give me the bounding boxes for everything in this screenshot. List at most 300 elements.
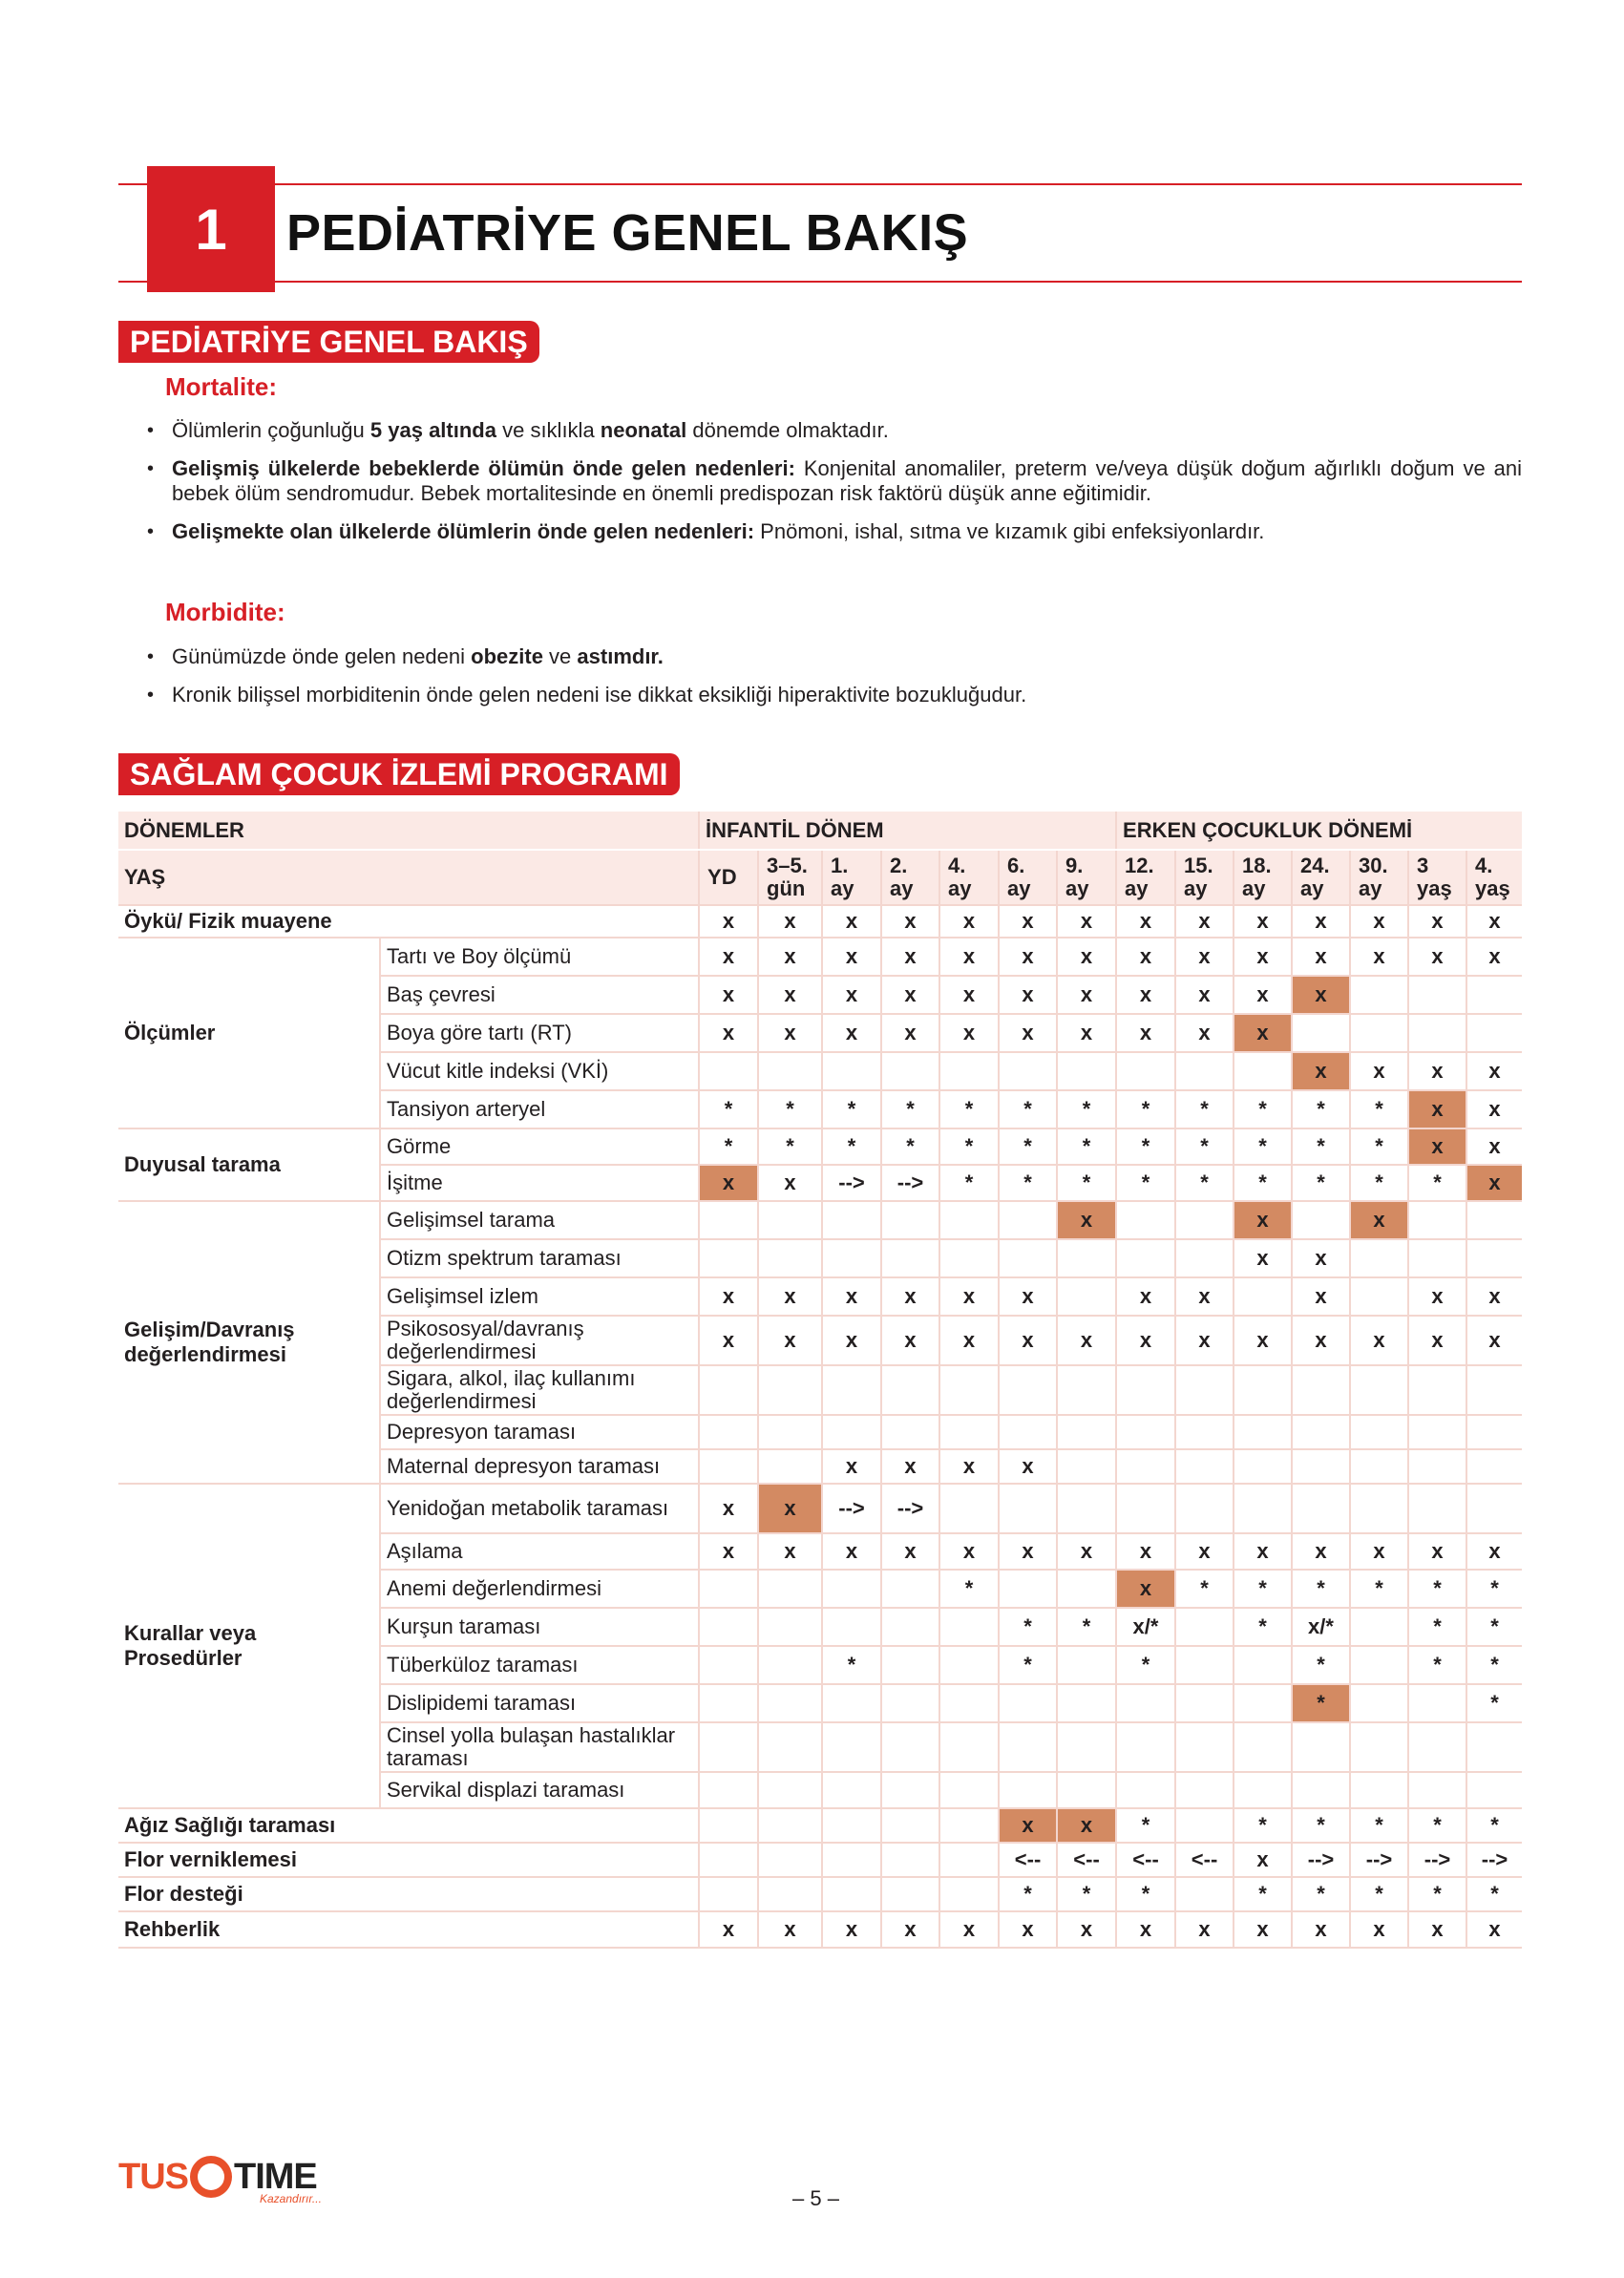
schedule-cell	[1057, 1646, 1116, 1684]
schedule-cell: x	[699, 976, 758, 1014]
list-item: • Ölümlerin çoğunluğu 5 yaş altında ve sıklıkla neonatal dönemde olmaktadır.	[147, 418, 1522, 443]
schedule-cell	[1175, 1052, 1234, 1090]
schedule-cell	[758, 1722, 822, 1772]
schedule-cell	[939, 1684, 999, 1722]
schedule-cell: x	[1234, 1533, 1292, 1570]
schedule-cell	[758, 1684, 822, 1722]
schedule-cell	[822, 1808, 881, 1843]
schedule-cell	[1292, 1201, 1350, 1239]
schedule-cell: x	[699, 1014, 758, 1052]
schedule-cell	[939, 1772, 999, 1808]
morbidity-heading: Morbidite:	[165, 598, 285, 626]
schedule-cell: x	[1408, 1128, 1466, 1165]
age-header-cell	[699, 850, 758, 905]
schedule-cell: *	[1234, 1877, 1292, 1911]
age-line-1: YD	[707, 865, 737, 889]
schedule-cell: *	[1466, 1877, 1522, 1911]
mortality-list	[147, 418, 1522, 558]
schedule-cell	[1350, 1608, 1408, 1646]
schedule-cell	[1292, 1772, 1350, 1808]
schedule-cell: *	[758, 1128, 822, 1165]
schedule-cell	[881, 1239, 939, 1277]
schedule-cell: x	[999, 1911, 1057, 1948]
schedule-cell: x	[1292, 1316, 1350, 1365]
schedule-cell	[1292, 1449, 1350, 1484]
schedule-cell	[1234, 1052, 1292, 1090]
age-line-1: 4.	[948, 854, 966, 877]
schedule-cell: x	[1175, 1277, 1234, 1316]
schedule-cell	[1057, 1684, 1116, 1722]
schedule-cell	[1350, 1646, 1408, 1684]
schedule-cell: x	[999, 1533, 1057, 1570]
schedule-cell	[1408, 1484, 1466, 1533]
schedule-cell	[1408, 1365, 1466, 1415]
schedule-cell	[1292, 1415, 1350, 1449]
schedule-cell	[1292, 1014, 1350, 1052]
schedule-cell: x	[1116, 1316, 1175, 1365]
schedule-cell: x	[1350, 905, 1408, 938]
schedule-cell: x	[1350, 1911, 1408, 1948]
schedule-cell: x	[1057, 976, 1116, 1014]
schedule-cell: x	[1466, 1277, 1522, 1316]
schedule-cell	[1116, 1684, 1175, 1722]
schedule-cell: x	[1116, 938, 1175, 976]
schedule-cell: x	[699, 1277, 758, 1316]
schedule-cell: x	[1466, 938, 1522, 976]
age-header-cell	[1175, 850, 1234, 905]
schedule-cell: *	[1057, 1608, 1116, 1646]
schedule-cell: <--	[1057, 1843, 1116, 1877]
schedule-cell	[1350, 1772, 1408, 1808]
schedule-cell	[1408, 1722, 1466, 1772]
row-sub-label: Gelişimsel tarama	[380, 1201, 699, 1239]
clock-icon	[190, 2156, 232, 2198]
schedule-cell	[999, 1772, 1057, 1808]
schedule-cell: *	[1350, 1877, 1408, 1911]
mortality-heading: Mortalite:	[165, 372, 277, 401]
schedule-cell: *	[999, 1165, 1057, 1201]
row-sub-label: Dislipidemi taraması	[380, 1684, 699, 1722]
schedule-cell: -->	[1408, 1843, 1466, 1877]
schedule-cell	[1466, 1722, 1522, 1772]
schedule-cell: *	[939, 1570, 999, 1608]
schedule-cell	[881, 1415, 939, 1449]
schedule-cell	[999, 1570, 1057, 1608]
schedule-cell: x	[758, 905, 822, 938]
schedule-cell: x	[1466, 1128, 1522, 1165]
age-line-1: 3–5.	[767, 854, 808, 877]
header-periods: DÖNEMLER	[118, 812, 699, 850]
age-line-1: 3	[1417, 854, 1429, 877]
schedule-cell: <--	[1175, 1843, 1234, 1877]
schedule-cell	[1408, 1014, 1466, 1052]
schedule-cell: *	[1466, 1684, 1522, 1722]
schedule-cell: x	[1292, 1052, 1350, 1090]
schedule-cell	[1466, 1772, 1522, 1808]
schedule-cell	[822, 1877, 881, 1911]
schedule-cell: x	[1175, 976, 1234, 1014]
schedule-cell	[699, 1415, 758, 1449]
schedule-cell	[1116, 1449, 1175, 1484]
schedule-cell	[881, 1365, 939, 1415]
schedule-cell	[699, 1843, 758, 1877]
schedule-cell	[1116, 1239, 1175, 1277]
schedule-cell: x	[822, 1911, 881, 1948]
schedule-cell	[1234, 1722, 1292, 1772]
schedule-cell	[758, 1608, 822, 1646]
schedule-cell: *	[881, 1128, 939, 1165]
schedule-cell: x	[1057, 1533, 1116, 1570]
schedule-cell	[939, 1877, 999, 1911]
schedule-cell	[881, 1722, 939, 1772]
schedule-cell	[939, 1646, 999, 1684]
schedule-cell: *	[999, 1128, 1057, 1165]
row-sub-label: Maternal depresyon taraması	[380, 1449, 699, 1484]
schedule-cell: *	[1350, 1165, 1408, 1201]
schedule-cell	[1116, 1201, 1175, 1239]
schedule-cell: *	[758, 1090, 822, 1128]
age-header-cell	[1057, 850, 1116, 905]
schedule-cell: x	[699, 1316, 758, 1365]
row-sub-label: Gelişimsel izlem	[380, 1277, 699, 1316]
schedule-cell: x	[1350, 1052, 1408, 1090]
schedule-cell: x	[1057, 1911, 1116, 1948]
schedule-cell: x	[758, 1911, 822, 1948]
list-item: • Günümüzde önde gelen nedeni obezite ve astımdır.	[147, 644, 1522, 669]
row-sub-label: Vücut kitle indeksi (VKİ)	[380, 1052, 699, 1090]
schedule-cell: *	[881, 1090, 939, 1128]
schedule-cell: *	[699, 1090, 758, 1128]
schedule-cell: *	[1116, 1877, 1175, 1911]
schedule-cell	[1350, 1277, 1408, 1316]
logo-tagline: Kazandırır...	[260, 2192, 322, 2205]
row-sub-label: Görme	[380, 1128, 699, 1165]
schedule-cell: *	[1350, 1128, 1408, 1165]
schedule-cell	[1057, 1772, 1116, 1808]
schedule-cell: *	[1234, 1608, 1292, 1646]
schedule-cell	[999, 1722, 1057, 1772]
schedule-cell: *	[1292, 1684, 1350, 1722]
schedule-cell	[1350, 1449, 1408, 1484]
schedule-cell: x	[1292, 1239, 1350, 1277]
schedule-cell	[822, 1843, 881, 1877]
schedule-cell	[699, 1449, 758, 1484]
schedule-cell: x	[1408, 1533, 1466, 1570]
schedule-cell	[939, 1808, 999, 1843]
age-header-cell	[999, 850, 1057, 905]
schedule-cell: x	[699, 1165, 758, 1201]
schedule-cell: <--	[999, 1843, 1057, 1877]
schedule-cell	[1057, 1449, 1116, 1484]
row-sub-label: Servikal displazi taraması	[380, 1772, 699, 1808]
table-row	[118, 1911, 1522, 1948]
section-title-program: SAĞLAM ÇOCUK İZLEMİ PROGRAMI	[118, 753, 680, 795]
schedule-cell: x	[822, 938, 881, 976]
schedule-cell	[939, 1239, 999, 1277]
schedule-cell: x	[881, 905, 939, 938]
schedule-cell: <--	[1116, 1843, 1175, 1877]
schedule-cell: *	[1466, 1608, 1522, 1646]
tustime-logo	[118, 2148, 322, 2205]
schedule-cell	[758, 1239, 822, 1277]
schedule-cell: x	[758, 938, 822, 976]
schedule-cell: x	[822, 1533, 881, 1570]
schedule-cell: x	[1116, 1533, 1175, 1570]
schedule-cell: *	[1408, 1165, 1466, 1201]
schedule-cell: x	[1234, 905, 1292, 938]
schedule-cell: *	[1116, 1165, 1175, 1201]
table-row	[118, 938, 1522, 976]
schedule-cell	[1116, 1415, 1175, 1449]
age-line-2: ay	[1065, 876, 1089, 900]
row-sub-label: Tartı ve Boy ölçümü	[380, 938, 699, 976]
schedule-cell: *	[1057, 1128, 1116, 1165]
schedule-cell	[1350, 1484, 1408, 1533]
schedule-cell: *	[1234, 1165, 1292, 1201]
schedule-cell: *	[1292, 1877, 1350, 1911]
age-line-1: 15.	[1184, 854, 1213, 877]
schedule-cell	[758, 1449, 822, 1484]
schedule-cell	[1292, 1722, 1350, 1772]
schedule-cell: x	[758, 976, 822, 1014]
schedule-cell: *	[1234, 1128, 1292, 1165]
schedule-cell	[1350, 1415, 1408, 1449]
schedule-cell: x	[881, 938, 939, 976]
schedule-cell: *	[1175, 1570, 1234, 1608]
schedule-cell: x	[1408, 938, 1466, 976]
schedule-cell: x	[758, 1533, 822, 1570]
schedule-cell: x	[758, 1014, 822, 1052]
table-row	[118, 1877, 1522, 1911]
schedule-cell: *	[1292, 1646, 1350, 1684]
row-group-label: Rehberlik	[118, 1911, 699, 1948]
schedule-cell	[1350, 1684, 1408, 1722]
schedule-cell: *	[1175, 1165, 1234, 1201]
schedule-cell	[699, 1570, 758, 1608]
schedule-cell	[881, 1608, 939, 1646]
schedule-cell	[1116, 1484, 1175, 1533]
age-line-2: ay	[1184, 876, 1208, 900]
schedule-cell: *	[1292, 1165, 1350, 1201]
schedule-cell: x	[939, 1911, 999, 1948]
row-group-label: Duyusal tarama	[118, 1128, 380, 1201]
schedule-cell	[1350, 1239, 1408, 1277]
logo-text-tus: TUS	[118, 2156, 188, 2197]
schedule-cell	[1408, 1201, 1466, 1239]
schedule-cell	[1175, 1684, 1234, 1722]
schedule-cell	[881, 1684, 939, 1722]
schedule-cell: *	[1057, 1090, 1116, 1128]
schedule-cell: x	[1292, 976, 1350, 1014]
row-sub-label: Yenidoğan metabolik taraması	[380, 1484, 699, 1533]
schedule-cell: *	[1175, 1090, 1234, 1128]
schedule-cell: x	[1057, 938, 1116, 976]
row-sub-label: Sigara, alkol, ilaç kullanımı değerlendirmesi	[380, 1365, 699, 1415]
schedule-cell	[1466, 1449, 1522, 1484]
schedule-cell: x	[1234, 1911, 1292, 1948]
schedule-cell	[758, 1843, 822, 1877]
schedule-cell: x	[1057, 1808, 1116, 1843]
age-line-1: 2.	[890, 854, 908, 877]
schedule-cell	[699, 1772, 758, 1808]
schedule-cell	[1057, 1052, 1116, 1090]
schedule-cell: *	[1350, 1570, 1408, 1608]
logo-text-time: TIME	[234, 2156, 317, 2197]
schedule-cell	[881, 1772, 939, 1808]
schedule-cell	[1175, 1239, 1234, 1277]
schedule-cell	[1057, 1415, 1116, 1449]
schedule-cell: *	[1350, 1090, 1408, 1128]
schedule-cell: *	[939, 1165, 999, 1201]
schedule-cell: x	[822, 1316, 881, 1365]
schedule-cell: -->	[1466, 1843, 1522, 1877]
schedule-cell	[699, 1052, 758, 1090]
age-header-cell	[1292, 850, 1350, 905]
schedule-cell: x	[1466, 1052, 1522, 1090]
schedule-cell	[758, 1415, 822, 1449]
schedule-cell: *	[1116, 1090, 1175, 1128]
row-sub-label: Aşılama	[380, 1533, 699, 1570]
row-sub-label: Tansiyon arteryel	[380, 1090, 699, 1128]
schedule-cell	[1057, 1365, 1116, 1415]
table-body	[118, 905, 1522, 1948]
schedule-cell: x	[1175, 1533, 1234, 1570]
schedule-cell: x	[1234, 1316, 1292, 1365]
age-line-2: yaş	[1475, 876, 1510, 900]
schedule-cell: -->	[1350, 1843, 1408, 1877]
schedule-cell: x	[999, 1014, 1057, 1052]
age-header-cell	[1408, 850, 1466, 905]
schedule-cell	[1350, 1365, 1408, 1415]
schedule-cell	[758, 1201, 822, 1239]
chapter-bottom-rule	[118, 281, 1522, 283]
schedule-cell: *	[999, 1608, 1057, 1646]
schedule-cell	[699, 1877, 758, 1911]
list-item: • Gelişmekte olan ülkelerde ölümlerin önde gelen nedenleri: Pnömoni, ishal, sıtma ve kızamık gibi enfeksiyonlardır.	[147, 519, 1522, 544]
row-sub-label: Cinsel yolla bulaşan hastalıklar taraması	[380, 1722, 699, 1772]
age-line-2: ay	[948, 876, 972, 900]
schedule-cell	[1175, 1415, 1234, 1449]
chapter-title: PEDİATRİYE GENEL BAKIŞ	[286, 204, 969, 262]
schedule-cell	[699, 1808, 758, 1843]
page-number: – 5 –	[792, 2186, 839, 2210]
age-header-cell	[758, 850, 822, 905]
row-group-label: Kurallar veya Prosedürler	[118, 1484, 380, 1808]
header-age: YAŞ	[118, 850, 699, 905]
schedule-cell	[1234, 1772, 1292, 1808]
schedule-cell	[1350, 1014, 1408, 1052]
schedule-cell: *	[1234, 1808, 1292, 1843]
chapter-number: 1	[147, 166, 275, 292]
schedule-cell: x	[1408, 1090, 1466, 1128]
schedule-cell: x	[881, 1911, 939, 1948]
schedule-cell: x	[881, 1277, 939, 1316]
table-header-periods	[118, 812, 1522, 850]
schedule-cell: x	[1116, 1570, 1175, 1608]
schedule-cell	[999, 1484, 1057, 1533]
age-line-2: ay	[1300, 876, 1324, 900]
row-sub-label: Psikososyal/davranış değerlendirmesi	[380, 1316, 699, 1365]
age-line-1: 1.	[831, 854, 849, 877]
schedule-cell: x/*	[1292, 1608, 1350, 1646]
row-sub-label: Anemi değerlendirmesi	[380, 1570, 699, 1608]
schedule-cell	[1175, 1772, 1234, 1808]
schedule-cell	[1234, 1684, 1292, 1722]
schedule-cell: -->	[822, 1484, 881, 1533]
schedule-cell	[881, 1201, 939, 1239]
schedule-cell	[758, 1570, 822, 1608]
schedule-cell: x	[881, 976, 939, 1014]
table-row	[118, 905, 1522, 938]
schedule-cell: x	[1175, 1014, 1234, 1052]
schedule-cell: x	[822, 905, 881, 938]
schedule-cell: x	[699, 1533, 758, 1570]
section-title-overview: PEDİATRİYE GENEL BAKIŞ	[118, 321, 539, 363]
schedule-cell: x	[999, 1277, 1057, 1316]
schedule-cell: *	[1057, 1877, 1116, 1911]
list-item: • Gelişmiş ülkelerde bebeklerde ölümün önde gelen nedenleri: Konjenital anomaliler, preterm ve/veya düşük doğum ağırlıklı doğum ve ani bebek ölüm sendromudur. Bebek mortalitesinde en önemli predispozan risk faktörü düşük anne eğitimidir.	[147, 456, 1522, 506]
schedule-cell: x	[939, 1277, 999, 1316]
schedule-cell: x	[999, 1316, 1057, 1365]
row-group-label: Flor desteği	[118, 1877, 699, 1911]
schedule-cell: x	[1292, 938, 1350, 976]
schedule-cell	[822, 1608, 881, 1646]
schedule-cell: *	[1116, 1646, 1175, 1684]
schedule-cell: x	[939, 1014, 999, 1052]
schedule-cell	[822, 1570, 881, 1608]
age-header-cell	[939, 850, 999, 905]
row-sub-label: Baş çevresi	[380, 976, 699, 1014]
schedule-cell: x	[999, 1449, 1057, 1484]
schedule-cell	[1292, 1484, 1350, 1533]
schedule-cell: x	[881, 1014, 939, 1052]
schedule-cell	[758, 1772, 822, 1808]
schedule-cell: x	[939, 905, 999, 938]
schedule-cell	[699, 1365, 758, 1415]
schedule-cell: x	[999, 905, 1057, 938]
schedule-cell: x	[1408, 905, 1466, 938]
schedule-cell: *	[1466, 1570, 1522, 1608]
schedule-cell	[1234, 1415, 1292, 1449]
schedule-cell: x	[1466, 1316, 1522, 1365]
age-header-cell	[1116, 850, 1175, 905]
schedule-cell: x	[699, 1484, 758, 1533]
schedule-cell	[1057, 1484, 1116, 1533]
age-header-cell	[1466, 850, 1522, 905]
schedule-cell	[822, 1772, 881, 1808]
schedule-cell: x	[1466, 1165, 1522, 1201]
schedule-cell: *	[1292, 1808, 1350, 1843]
schedule-cell: x	[939, 1533, 999, 1570]
age-line-2: ay	[1242, 876, 1266, 900]
schedule-cell	[822, 1365, 881, 1415]
schedule-cell	[1466, 1239, 1522, 1277]
table-header-ages	[118, 850, 1522, 905]
schedule-cell: x	[939, 1316, 999, 1365]
schedule-cell	[1057, 1277, 1116, 1316]
schedule-cell: x	[1057, 905, 1116, 938]
schedule-cell: *	[1116, 1808, 1175, 1843]
schedule-cell	[699, 1608, 758, 1646]
schedule-cell: x	[1175, 905, 1234, 938]
schedule-cell	[881, 1052, 939, 1090]
schedule-cell: *	[1408, 1646, 1466, 1684]
schedule-cell	[999, 1052, 1057, 1090]
schedule-cell	[758, 1877, 822, 1911]
schedule-cell: x	[881, 1533, 939, 1570]
table-row	[118, 1843, 1522, 1877]
schedule-cell	[822, 1201, 881, 1239]
